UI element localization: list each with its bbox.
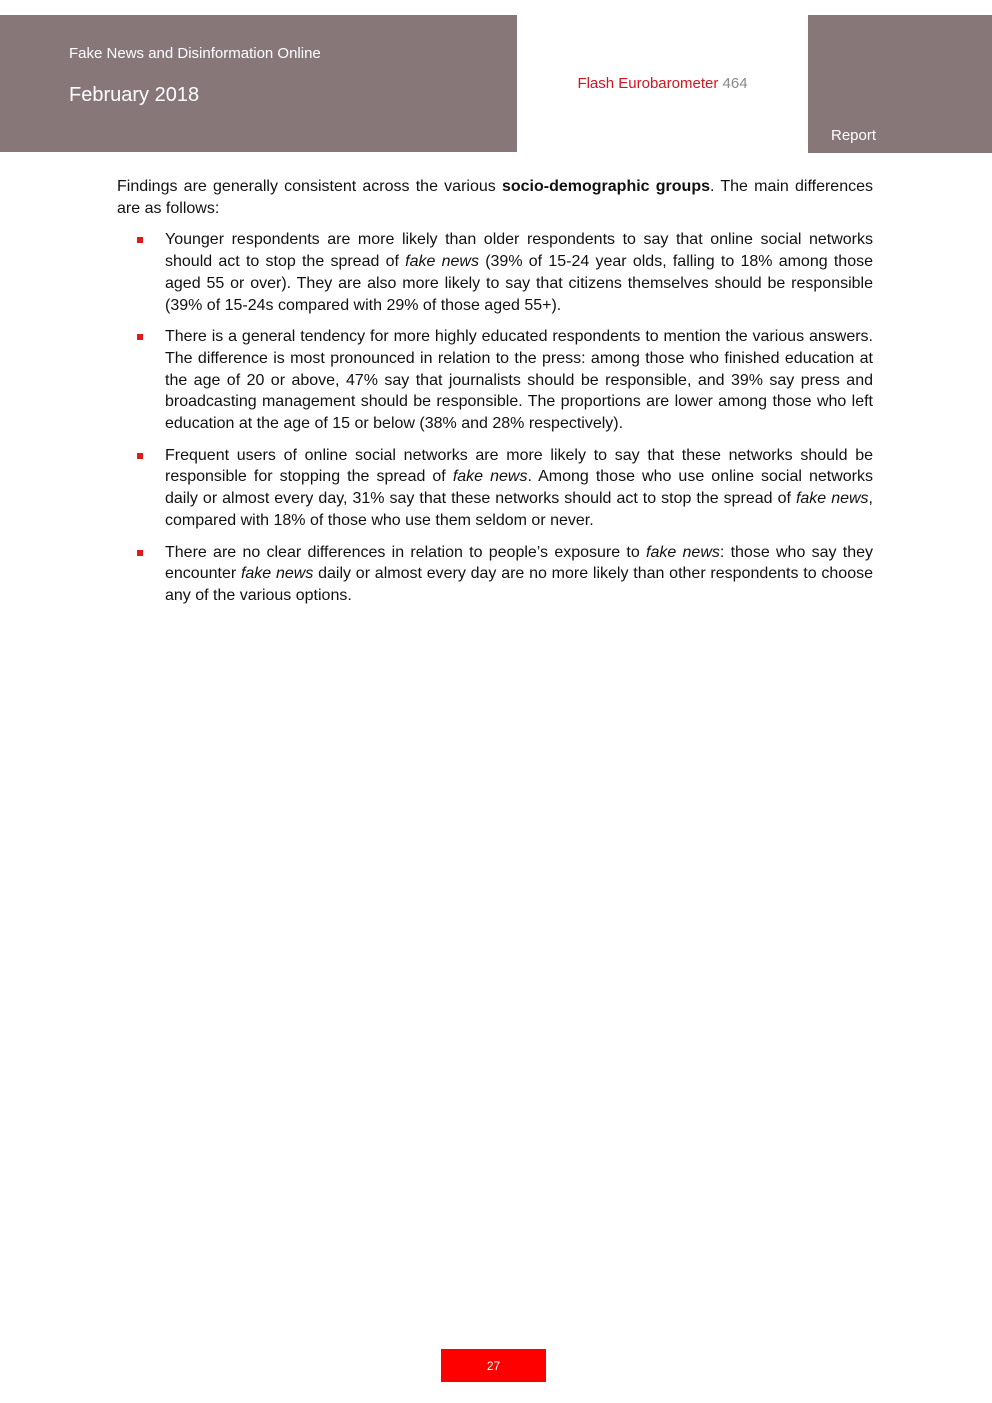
bullet-italic: fake news [240, 565, 314, 583]
bullet-text: : those who say they encounter [165, 543, 873, 583]
page-number: 27 [486, 1358, 501, 1373]
differences-list [117, 229, 873, 606]
list-item [117, 326, 873, 435]
report-title: Fake News and Disinformation Online [69, 45, 321, 62]
report-date: February 2018 [69, 84, 200, 106]
bullet-text: Frequent users of online social networks are more likely to say that these networks should be responsible for stopping the spread of [165, 446, 873, 486]
list-item [117, 229, 873, 316]
header-right-panel [808, 15, 992, 153]
bullet-text: Younger respondents are more likely than older respondents to say that online social networks should act to stop the spread of [165, 231, 873, 271]
intro-text-1: Findings are generally consistent across the various [117, 178, 502, 195]
bullet-italic: fake news [795, 490, 869, 508]
bullet-icon [137, 334, 143, 340]
bullet-text: There are no clear differences in relation to people’s exposure to [165, 543, 647, 561]
bullet-text: daily or almost every day are no more likely than other respondents to choose any of the various options. [165, 565, 873, 604]
bullet-text: , compared with 18% of those who use them seldom or never. [165, 490, 873, 529]
header-left-panel [0, 15, 517, 152]
body-content [117, 176, 873, 617]
intro-text-2: . The main differences are as follows: [117, 178, 874, 217]
intro-paragraph [117, 176, 873, 219]
bullet-icon [137, 237, 143, 243]
series-label [517, 75, 808, 92]
bullet-icon [137, 550, 143, 556]
list-item [117, 542, 873, 607]
bullet-italic: fake news [646, 543, 720, 561]
bullet-italic: fake news [405, 253, 479, 271]
intro-bold: socio-demographic groups [501, 178, 710, 195]
bullet-italic: fake news [452, 468, 528, 486]
bullet-icon [137, 453, 143, 459]
bullet-text: (39% of 15-24 year olds, falling to 18% among those aged 55 or over). They are also more likely to say that citizens themselves should be responsible (39% of 15-24s compared with 29% of those aged 55+). [165, 253, 873, 314]
page-number-badge [441, 1349, 546, 1382]
header-center-panel [517, 15, 808, 152]
series-number: 464 [722, 75, 748, 92]
series-name: Flash Eurobarometer [577, 75, 719, 92]
bullet-text: There is a general tendency for more highly educated respondents to mention the various answers. The difference is most pronounced in relation to the press: among those who finished education at the age of 20 or above, 47% say that journalists should be responsible, and 39% say press and broadcasting management should be responsible. The proportions are lower among those who left education at the age of 15 or below (38% and 28% respectively). [165, 328, 873, 433]
bullet-text: . Among those who use online social networks daily or almost every day, 31% say that these networks should act to stop the spread of [165, 468, 874, 508]
doc-type-label: Report [831, 127, 877, 144]
list-item [117, 445, 873, 532]
